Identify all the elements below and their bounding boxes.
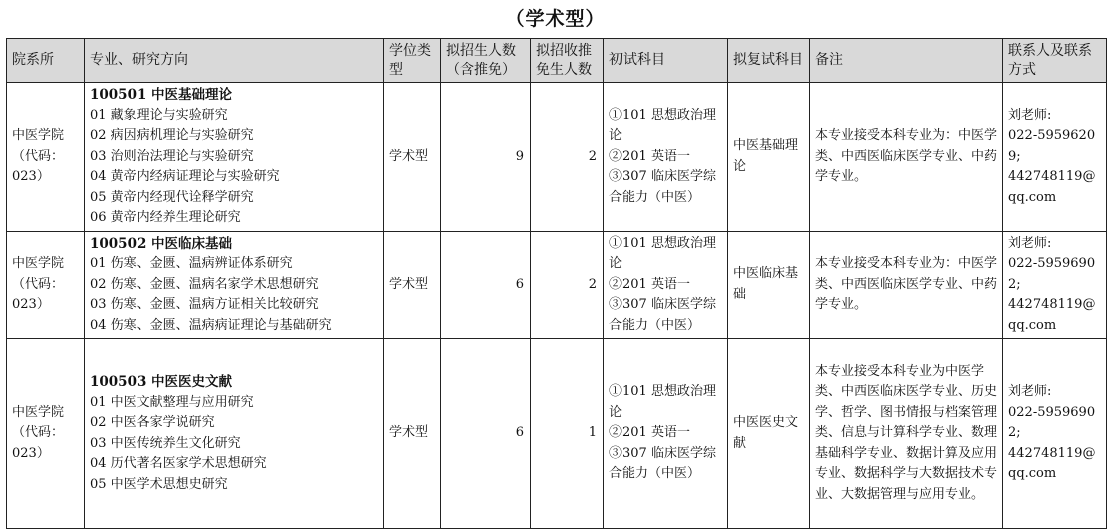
exam-subjects-cell (604, 231, 728, 339)
contact-phone: 022-59596902; (1008, 404, 1096, 441)
direction-item: 01 藏象理论与实验研究 (90, 107, 228, 123)
contact-phone: 022-59596209; (1008, 128, 1096, 164)
contact-email: 442748119@qq.com (1008, 297, 1096, 333)
admissions-table (6, 38, 1107, 529)
table-row (7, 339, 1107, 529)
notes-cell: 本专业接受本科专业为：中医学类、中西医临床医学专业、中药学专业。 (810, 231, 1003, 339)
exam-subjects-cell (604, 339, 728, 529)
contact-cell (1003, 83, 1107, 232)
contact-name: 刘老师: (1008, 235, 1052, 251)
plan-exempt-cell: 2 (531, 231, 604, 339)
contact-email: 442748119@qq.com (1008, 169, 1096, 205)
direction-item: 06 黄帝内经养生理论研究 (90, 210, 241, 225)
contact-phone: 022-59596902; (1008, 256, 1096, 292)
retest-cell: 中医基础理论 (728, 83, 810, 232)
retest-cell: 中医临床基础 (728, 231, 810, 339)
header-row (7, 39, 1107, 83)
direction-item: 05 黄帝内经现代诠释学研究 (90, 189, 254, 205)
major-title: 100502 中医临床基础 (90, 235, 233, 252)
page-title: （学术型） (505, 8, 606, 30)
header-notes: 备注 (810, 39, 1003, 83)
direction-item: 04 历代著名医家学术思想研究 (90, 456, 267, 471)
subject-item: ②201 英语一 (609, 425, 690, 441)
header-degree-type: 学位类型 (384, 39, 441, 83)
direction-item: 03 伤寒、金匮、温病方证相关比较研究 (90, 297, 319, 312)
subject-item: ③307 临床医学综合能力（中医） (609, 297, 716, 333)
table-row (7, 231, 1107, 339)
retest-cell: 中医医史文献 (728, 339, 810, 529)
subject-item: ①101 思想政治理论 (609, 107, 716, 143)
contact-cell (1003, 339, 1107, 529)
major-title: 100501 中医基础理论 (90, 87, 233, 103)
header-contact: 联系人及联系方式 (1003, 39, 1107, 83)
direction-item: 02 中医各家学说研究 (90, 415, 215, 430)
notes-cell: 本专业接受本科专业为中医学类、中西医临床医学专业、历史学、哲学、图书情报与档案管理类、信息与计算科学专业、数理基础科学专业、数据计算及应用专业、数据科学与大数据技术专业、大数据管理与应用专业。 (810, 339, 1003, 529)
direction-item: 03 治则治法理论与实验研究 (90, 148, 254, 164)
major-cell (85, 83, 384, 232)
plan-total-cell: 9 (441, 83, 531, 232)
dept-cell: 中医学院（代码：023） (7, 339, 85, 529)
direction-item: 04 伤寒、金匮、温病病证理论与基础研究 (90, 317, 332, 333)
degree-type-cell: 学术型 (384, 339, 441, 529)
major-cell (85, 231, 384, 339)
table-row (7, 83, 1107, 232)
direction-item: 01 伤寒、金匮、温病辨证体系研究 (90, 256, 293, 271)
header-retest: 拟复试科目 (728, 39, 810, 83)
subject-item: ②201 英语一 (609, 276, 690, 292)
plan-exempt-cell: 2 (531, 83, 604, 232)
subject-item: ①101 思想政治理论 (609, 384, 716, 420)
subject-item: ②201 英语一 (609, 148, 690, 164)
exam-subjects-cell (604, 83, 728, 232)
header-dept: 院系所 (7, 39, 85, 83)
header-major: 专业、研究方向 (85, 39, 384, 83)
subject-item: ③307 临床医学综合能力（中医） (609, 169, 716, 205)
contact-email: 442748119@qq.com (1008, 445, 1096, 482)
direction-item: 02 伤寒、金匮、温病名家学术思想研究 (90, 276, 319, 292)
dept-cell: 中医学院（代码：023） (7, 231, 85, 339)
header-plan-exempt: 拟招收推免生人数 (531, 39, 604, 83)
header-plan-total: 拟招生人数（含推免） (441, 39, 531, 83)
plan-exempt-cell: 1 (531, 339, 604, 529)
major-cell (85, 339, 384, 529)
contact-name: 刘老师: (1008, 107, 1052, 123)
plan-total-cell: 6 (441, 231, 531, 339)
direction-item: 02 病因病机理论与实验研究 (90, 128, 254, 143)
degree-type-cell: 学术型 (384, 231, 441, 339)
direction-item: 04 黄帝内经病证理论与实验研究 (90, 169, 280, 184)
header-exam-subjects: 初试科目 (604, 39, 728, 83)
plan-total-cell: 6 (441, 339, 531, 529)
subject-item: ①101 思想政治理论 (609, 235, 716, 271)
contact-name: 刘老师: (1008, 384, 1052, 400)
direction-item: 05 中医学术思想史研究 (90, 476, 228, 492)
degree-type-cell: 学术型 (384, 83, 441, 232)
direction-item: 03 中医传统养生文化研究 (90, 435, 241, 451)
direction-item: 01 中医文献整理与应用研究 (90, 394, 254, 410)
notes-cell: 本专业接受本科专业为：中医学类、中西医临床医学专业、中药学专业。 (810, 83, 1003, 232)
dept-cell: 中医学院（代码：023） (7, 83, 85, 232)
contact-cell (1003, 231, 1107, 339)
major-title: 100503 中医医史文献 (90, 374, 233, 390)
subject-item: ③307 临床医学综合能力（中医） (609, 445, 716, 482)
